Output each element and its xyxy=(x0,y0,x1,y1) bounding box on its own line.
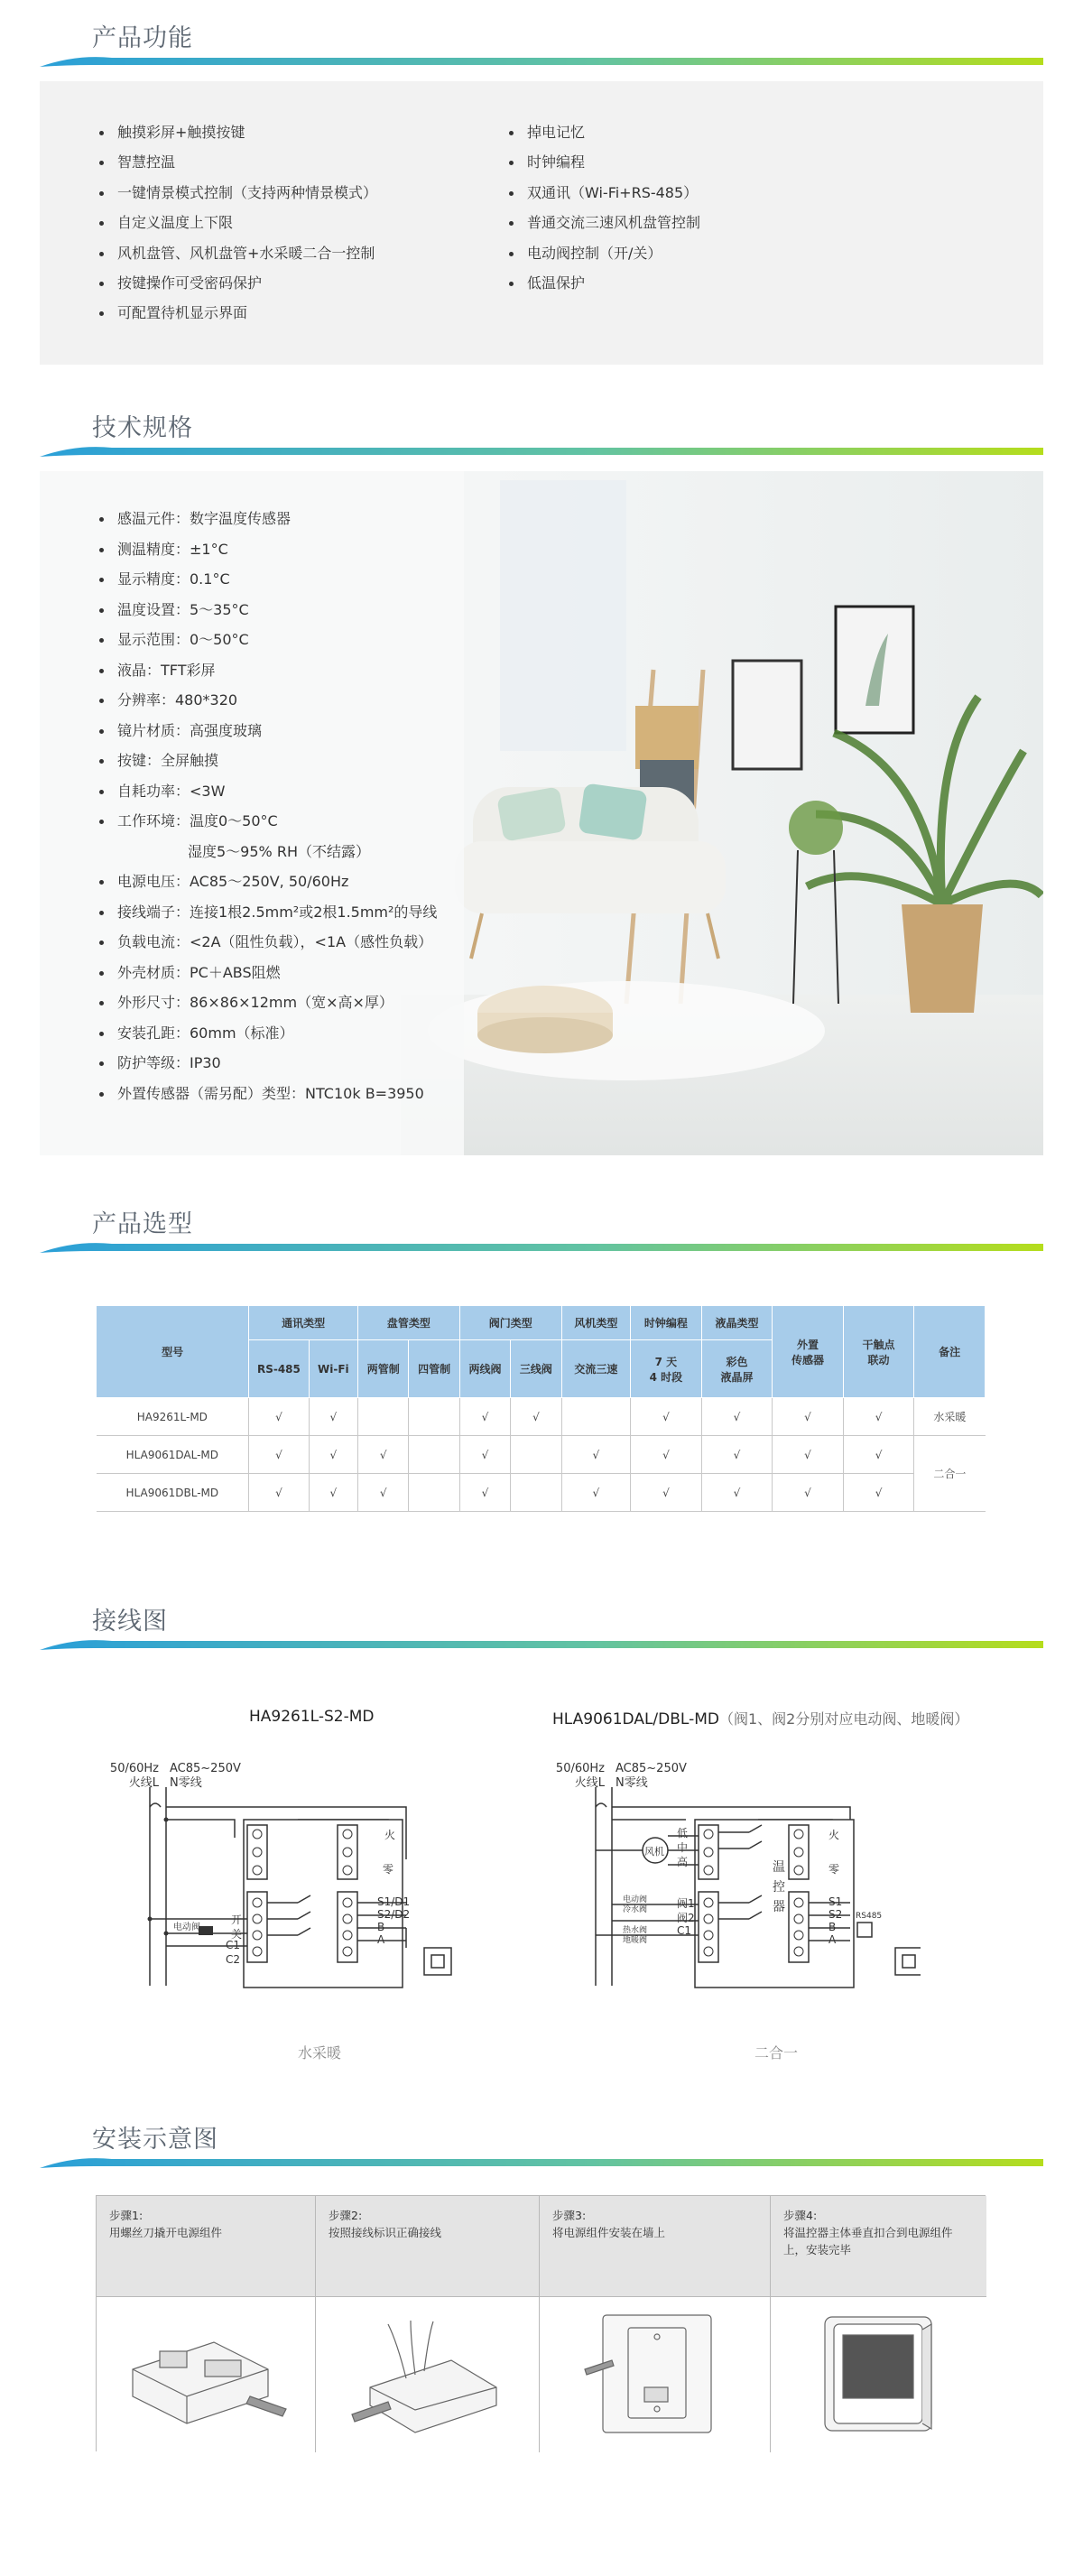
cell-note: 二合一 xyxy=(914,1436,986,1512)
cell xyxy=(561,1398,631,1436)
caption-left: 水采暖 xyxy=(298,2044,342,2062)
step-4-illustration xyxy=(771,2297,986,2452)
valve-label: 电动阀 xyxy=(173,1923,200,1932)
list-item: 自耗功率：<3W xyxy=(99,776,437,807)
cell: √ xyxy=(631,1398,702,1436)
volt-label xyxy=(616,1762,687,1791)
section-header-wiring xyxy=(40,1601,1043,1655)
controller-char: 控 xyxy=(773,1880,785,1895)
cell-model: HLA9061DAL-MD xyxy=(97,1436,249,1474)
list-item: 显示范围：0～50°C xyxy=(99,625,437,655)
step-text: 按照接线标识正确接线 xyxy=(329,2226,442,2239)
freq-text: 50/60Hz xyxy=(109,1762,159,1775)
col-sub: Wi-Fi xyxy=(309,1340,357,1398)
list-item: 负载电流：<2A（阻性负载），<1A（感性负载） xyxy=(99,927,437,958)
section-header-specs xyxy=(40,408,1043,462)
wiring-module-icon xyxy=(316,2297,540,2452)
cell: √ xyxy=(701,1474,773,1512)
list-item: 可配置待机显示界面 xyxy=(99,298,377,328)
table-row xyxy=(97,1398,986,1436)
list-item: 电源电压：AC85～250V, 50/60Hz xyxy=(99,866,437,897)
cell: √ xyxy=(561,1436,631,1474)
neutral-text: N零线 xyxy=(170,1776,202,1790)
fan-label: 风机 xyxy=(644,1846,664,1858)
cell: √ xyxy=(701,1398,773,1436)
valve2-label: 阀2 xyxy=(677,1912,695,1924)
wiring-right-subtitle: （阀1、阀2分别对应电动阀、地暖阀） xyxy=(718,1710,969,1728)
freq-text: 50/60Hz xyxy=(555,1762,605,1775)
section-header-features xyxy=(40,18,1043,72)
cell xyxy=(409,1436,459,1474)
header-gradient-bar xyxy=(40,1637,1043,1650)
features-left-list xyxy=(99,117,377,329)
cell: √ xyxy=(773,1474,844,1512)
cell: √ xyxy=(843,1398,914,1436)
wall-plate-icon xyxy=(540,2297,771,2452)
list-item-continued: 湿度5～95% RH（不结露） xyxy=(188,842,370,860)
controller-char: 温 xyxy=(773,1860,785,1875)
section-title: 接线图 xyxy=(92,1608,168,1635)
list-item: 时钟编程 xyxy=(509,147,700,177)
list-item: 外形尺寸：86×86×12mm（宽×高×厚） xyxy=(99,987,437,1018)
list-item: 安装孔距：60mm（标准） xyxy=(99,1018,437,1049)
cell xyxy=(511,1436,561,1474)
cell: √ xyxy=(459,1398,510,1436)
features-right-list xyxy=(509,117,700,298)
col-header-ext-sensor: 外置 传感器 xyxy=(773,1306,844,1398)
list-item: 镜片材质：高强度玻璃 xyxy=(99,716,437,746)
list-item: 防护等级：IP30 xyxy=(99,1048,437,1079)
list-item: 一键情景模式控制（支持两种情景模式） xyxy=(99,178,377,208)
cell: √ xyxy=(773,1436,844,1474)
cell: √ xyxy=(631,1436,702,1474)
header-gradient-bar xyxy=(40,2155,1043,2168)
section-title: 产品选型 xyxy=(92,1210,193,1238)
col-group-lcd: 液晶类型 xyxy=(701,1306,773,1340)
specs-list xyxy=(99,504,437,1108)
wiring-right-title-wrap xyxy=(552,1708,968,1728)
col-group-coil: 盘管类型 xyxy=(358,1306,460,1340)
cell: √ xyxy=(249,1474,309,1512)
cell: √ xyxy=(459,1436,510,1474)
step-title: 步骤4: xyxy=(783,2209,818,2222)
features-panel xyxy=(40,81,1043,365)
thermostat-icon xyxy=(771,2297,986,2452)
freq-label xyxy=(542,1762,605,1791)
step-2-illustration xyxy=(316,2297,539,2452)
col-sub: 交流三速 xyxy=(561,1340,631,1398)
wiring-right-title: HLA9061DAL/DBL-MD xyxy=(552,1710,719,1728)
neutral-text: N零线 xyxy=(616,1776,648,1790)
cell: √ xyxy=(561,1474,631,1512)
c2-label: C2 xyxy=(226,1953,241,1966)
cell: √ xyxy=(249,1436,309,1474)
list-item: 工作环境：温度0～50°C xyxy=(99,806,437,837)
live-text: 火线L xyxy=(128,1776,159,1790)
list-item: 掉电记忆 xyxy=(509,117,700,147)
terminal-labels xyxy=(828,1895,842,1946)
cell: √ xyxy=(459,1474,510,1512)
terminal-label: A xyxy=(828,1933,837,1946)
table-row xyxy=(97,1474,986,1512)
list-item: 按键：全屏触摸 xyxy=(99,746,437,776)
col-sub: 三线阀 xyxy=(511,1340,561,1398)
list-item: 普通交流三速风机盘管控制 xyxy=(509,208,700,237)
list-item: 风机盘管、风机盘管+水采暖二合一控制 xyxy=(99,238,377,268)
col-header-note: 备注 xyxy=(914,1306,986,1398)
cell: √ xyxy=(309,1474,357,1512)
section-title: 产品功能 xyxy=(92,24,193,52)
cell: √ xyxy=(843,1436,914,1474)
table-row xyxy=(97,1436,986,1474)
low-label: 低 xyxy=(677,1827,689,1839)
col-sub: RS-485 xyxy=(249,1340,309,1398)
list-item: 自定义温度上下限 xyxy=(99,208,377,237)
terminal-label: A xyxy=(377,1933,385,1946)
col-sub: 彩色 液晶屏 xyxy=(701,1340,773,1398)
fire-label: 火 xyxy=(384,1829,396,1841)
terminal-label: S1/D1 xyxy=(377,1895,411,1908)
wiring-left-title: HA9261L-S2-MD xyxy=(249,1708,375,1726)
header-gradient-bar xyxy=(40,444,1043,457)
col-header-dry-contact: 干触点 联动 xyxy=(843,1306,914,1398)
list-item: 智慧控温 xyxy=(99,147,377,177)
header-gradient-bar xyxy=(40,54,1043,67)
mid-label: 中 xyxy=(677,1841,689,1854)
col-sub: 7 天 4 时段 xyxy=(631,1340,702,1398)
freq-label xyxy=(96,1762,159,1791)
volt-label xyxy=(170,1762,241,1791)
cell: √ xyxy=(249,1398,309,1436)
step-title: 步骤1: xyxy=(109,2209,143,2222)
rs485-label: RS485 xyxy=(856,1912,883,1921)
volt-text: AC85~250V xyxy=(616,1762,687,1775)
volt-text: AC85~250V xyxy=(170,1762,241,1775)
col-group-clock: 时钟编程 xyxy=(631,1306,702,1340)
list-item: 低温保护 xyxy=(509,268,700,298)
terminal-label: B xyxy=(828,1921,837,1933)
list-item: 测温精度：±1°C xyxy=(99,534,437,565)
step-1-illustration xyxy=(97,2297,315,2452)
valve1-label: 阀1 xyxy=(677,1897,695,1910)
step-text: 用螺丝刀撬开电源组件 xyxy=(109,2226,223,2239)
terminal-label: S2/D2 xyxy=(377,1908,411,1921)
terminal-labels xyxy=(377,1895,410,1946)
cell: √ xyxy=(358,1474,409,1512)
list-item: 外置传感器（需另配）类型：NTC10k B=3950 xyxy=(99,1079,437,1109)
step-3 xyxy=(540,2196,771,2452)
cell: √ xyxy=(309,1398,357,1436)
controller-char: 器 xyxy=(773,1900,785,1914)
list-item: 触摸彩屏+触摸按键 xyxy=(99,117,377,147)
cell-note: 水采暖 xyxy=(914,1398,986,1436)
terminal-label: B xyxy=(377,1921,385,1933)
terminal-label: S2 xyxy=(828,1908,843,1921)
list-item: 显示精度：0.1°C xyxy=(99,564,437,595)
list-item: 接线端子：连接1根2.5mm²或2根1.5mm²的导线 xyxy=(99,897,437,928)
selection-table xyxy=(96,1305,986,1512)
col-sub: 两管制 xyxy=(358,1340,409,1398)
hot-valve-label: 热水阀 地暖阀 xyxy=(623,1926,648,1945)
cell: √ xyxy=(701,1436,773,1474)
col-group-comm: 通讯类型 xyxy=(249,1306,358,1340)
live-text: 火线L xyxy=(574,1776,605,1790)
cell xyxy=(409,1398,459,1436)
list-item: 温度设置：5～35°C xyxy=(99,595,437,625)
fire-label: 火 xyxy=(828,1829,840,1841)
cell: √ xyxy=(309,1436,357,1474)
caption-right: 二合一 xyxy=(754,2044,799,2062)
wiring-diagram-right xyxy=(542,1742,921,1995)
step-text: 将温控器主体垂直扣合到电源组件上，安装完毕 xyxy=(783,2226,953,2256)
list-item: 外壳材质：PC＋ABS阻燃 xyxy=(99,958,437,988)
controller-label xyxy=(773,1858,785,1917)
step-title: 步骤3: xyxy=(552,2209,587,2222)
col-group-fan: 风机类型 xyxy=(561,1306,631,1340)
list-item: 电动阀控制（开/关） xyxy=(509,238,700,268)
step-3-illustration xyxy=(540,2297,770,2452)
section-header-selection xyxy=(40,1204,1043,1258)
section-title: 技术规格 xyxy=(92,414,193,442)
list-item: 液晶：TFT彩屏 xyxy=(99,655,437,686)
step-4 xyxy=(771,2196,986,2452)
list-item: 双通讯（Wi-Fi+RS-485） xyxy=(509,178,700,208)
list-item: 感温元件：数字温度传感器 xyxy=(99,504,437,534)
cell xyxy=(358,1398,409,1436)
cell xyxy=(511,1474,561,1512)
cell: √ xyxy=(773,1398,844,1436)
step-title: 步骤2: xyxy=(329,2209,363,2222)
close-label: 关 xyxy=(231,1928,243,1941)
list-item: 分辨率：480*320 xyxy=(99,685,437,716)
cell-model: HLA9061DBL-MD xyxy=(97,1474,249,1512)
header-gradient-bar xyxy=(40,1240,1043,1253)
cell: √ xyxy=(358,1436,409,1474)
section-header-install xyxy=(40,2119,1043,2173)
cell: √ xyxy=(511,1398,561,1436)
c1-label: C1 xyxy=(226,1939,241,1951)
terminal-label: S1 xyxy=(828,1895,843,1908)
section-title: 安装示意图 xyxy=(92,2126,218,2154)
zero-label: 零 xyxy=(383,1863,394,1876)
col-sub: 两线阀 xyxy=(459,1340,510,1398)
step-text: 将电源组件安装在墙上 xyxy=(552,2226,666,2239)
cell: √ xyxy=(843,1474,914,1512)
open-label: 开 xyxy=(231,1913,243,1926)
col-header-model: 型号 xyxy=(97,1306,249,1398)
power-module-icon xyxy=(97,2297,316,2452)
c1-label: C1 xyxy=(677,1924,692,1937)
wiring-diagram-left xyxy=(90,1742,469,1995)
step-2 xyxy=(316,2196,540,2452)
install-steps xyxy=(96,2195,986,2451)
cell: √ xyxy=(631,1474,702,1512)
cell xyxy=(409,1474,459,1512)
step-1 xyxy=(97,2196,316,2452)
zero-label: 零 xyxy=(828,1863,840,1876)
high-label: 高 xyxy=(677,1856,689,1868)
list-item: 按键操作可受密码保护 xyxy=(99,268,377,298)
cell-model: HA9261L-MD xyxy=(97,1398,249,1436)
col-group-valve: 阀门类型 xyxy=(459,1306,561,1340)
col-sub: 四管制 xyxy=(409,1340,459,1398)
cold-valve-label: 电动阀 冷水阀 xyxy=(623,1895,648,1914)
